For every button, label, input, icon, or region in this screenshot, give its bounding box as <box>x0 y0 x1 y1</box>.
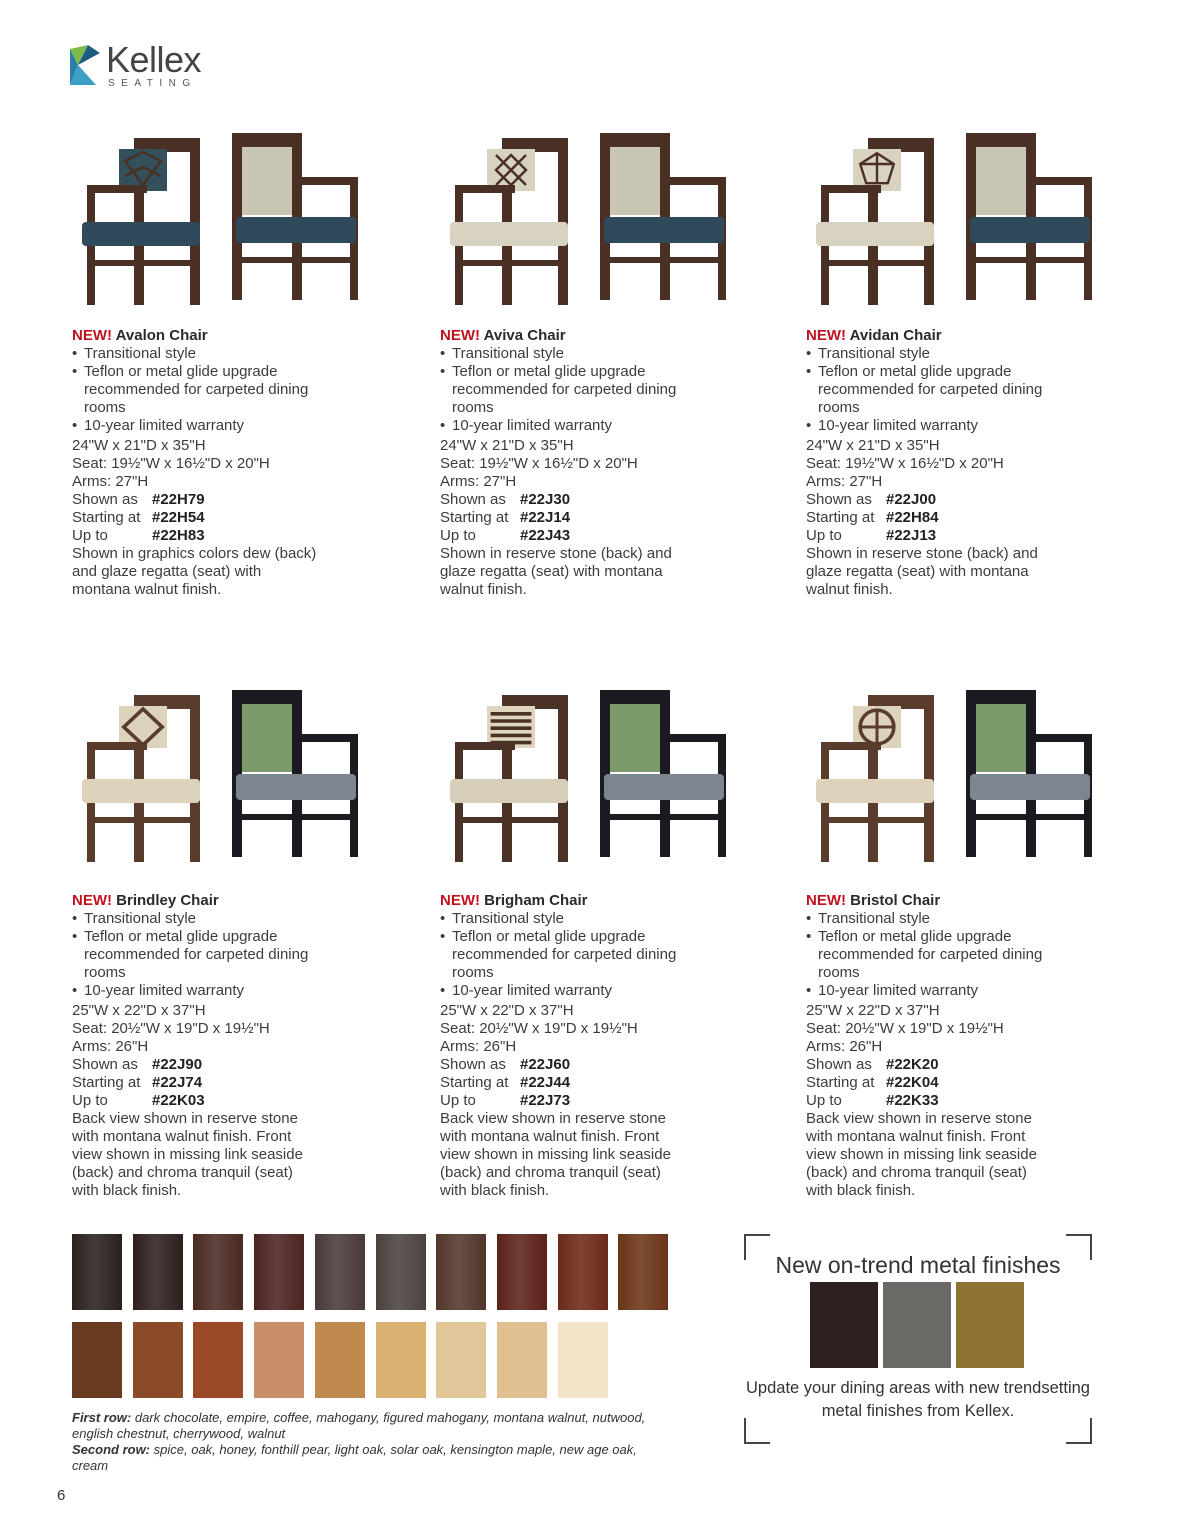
seat-dimensions: Seat: 19½"W x 16½"D x 20"H <box>806 455 1004 472</box>
spec-value: #22K33 <box>886 1092 939 1109</box>
spec-label: Starting at <box>440 509 509 526</box>
starting-at-row <box>440 1074 760 1092</box>
spec-label: Up to <box>806 527 842 544</box>
product-info <box>806 327 1126 599</box>
spec-label: Starting at <box>806 1074 875 1091</box>
arm-height: Arms: 26"H <box>440 1038 517 1055</box>
finish-note: Shown in reserve stone (back) and glaze regatta (seat) with montana walnut finish. <box>440 545 672 598</box>
product-name: Avalon Chair <box>115 327 208 344</box>
finish-swatch <box>315 1234 365 1310</box>
spec-label: Up to <box>806 1092 842 1109</box>
chair-photo <box>440 125 740 310</box>
product-info <box>806 892 1126 1200</box>
dimensions: 24"W x 21"D x 35"H <box>72 437 206 454</box>
brand-sub: SEATING <box>108 78 197 89</box>
shown-as-row <box>806 1056 1126 1074</box>
chair-image <box>72 682 372 867</box>
finish-swatch <box>133 1322 183 1398</box>
spec-value: #22K03 <box>152 1092 205 1109</box>
finish-note: Back view shown in reserve stone with montana walnut finish. Front view shown in missing link seaside (back) and chroma tranquil (seat) with black finish. <box>72 1110 303 1199</box>
finish-swatch <box>558 1322 608 1398</box>
new-label: NEW! <box>806 327 846 344</box>
spec-label: Shown as <box>440 491 506 508</box>
finish-swatch <box>436 1234 486 1310</box>
chair-image <box>72 125 372 310</box>
feature-list <box>440 910 760 1000</box>
finish-note: Back view shown in reserve stone with montana walnut finish. Front view shown in missing link seaside (back) and chroma tranquil (seat) with black finish. <box>806 1110 1037 1199</box>
feature-item: • Teflon or metal glide upgrade recommended for carpeted dining rooms <box>806 363 1043 417</box>
seat-dimensions: Seat: 20½"W x 19"D x 19½"H <box>806 1020 1004 1037</box>
spec-value: #22K04 <box>886 1074 939 1091</box>
new-label: NEW! <box>806 892 846 909</box>
starting-at-row <box>72 509 392 527</box>
product-name: Bristol Chair <box>850 892 941 909</box>
up-to-row <box>806 1092 1126 1110</box>
finish-swatch <box>254 1322 304 1398</box>
metal-title: New on-trend metal finishes <box>775 1252 1061 1278</box>
spec-label: Starting at <box>72 1074 141 1091</box>
spec-label: Shown as <box>72 1056 138 1073</box>
arm-height: Arms: 26"H <box>72 1038 149 1055</box>
up-to-row <box>72 527 392 545</box>
finish-swatch <box>376 1322 426 1398</box>
spec-label: Shown as <box>806 491 872 508</box>
seat-dimensions: Seat: 19½"W x 16½"D x 20"H <box>440 455 638 472</box>
arm-height: Arms: 27"H <box>72 473 149 490</box>
metal-swatch <box>956 1282 1024 1368</box>
up-to-row <box>440 527 760 545</box>
chair-photo <box>72 125 372 310</box>
finish-swatch <box>618 1234 668 1310</box>
chair-photo <box>806 682 1106 867</box>
spec-value: #22H79 <box>152 491 205 508</box>
feature-item: • Teflon or metal glide upgrade recommended for carpeted dining rooms <box>72 928 309 982</box>
spec-value: #22J74 <box>152 1074 203 1091</box>
feature-item: • Transitional style <box>806 345 1043 363</box>
chair-image <box>806 125 1106 310</box>
product-name: Brigham Chair <box>484 892 588 909</box>
feature-item: • 10-year limited warranty <box>72 417 309 435</box>
seat-dimensions: Seat: 20½"W x 19"D x 19½"H <box>440 1020 638 1037</box>
spec-value: #22H84 <box>886 509 939 526</box>
product-title <box>440 327 760 345</box>
finish-swatch <box>436 1322 486 1398</box>
product-name: Avidan Chair <box>849 327 942 344</box>
arm-height: Arms: 26"H <box>806 1038 883 1055</box>
starting-at-row <box>440 509 760 527</box>
product-name: Aviva Chair <box>483 327 566 344</box>
caption-row2-label: Second row: <box>72 1442 151 1457</box>
new-label: NEW! <box>440 892 480 909</box>
finish-note: Shown in reserve stone (back) and glaze regatta (seat) with montana walnut finish. <box>806 545 1038 598</box>
dimensions: 24"W x 21"D x 35"H <box>806 437 940 454</box>
spec-value: #22J43 <box>520 527 571 544</box>
feature-item: • Teflon or metal glide upgrade recommended for carpeted dining rooms <box>440 363 677 417</box>
product-info <box>72 327 392 599</box>
chair-photo <box>72 682 372 867</box>
seat-dimensions: Seat: 19½"W x 16½"D x 20"H <box>72 455 270 472</box>
metal-swatch <box>810 1282 878 1368</box>
spec-label: Starting at <box>806 509 875 526</box>
spec-label: Shown as <box>806 1056 872 1073</box>
finish-swatch <box>497 1322 547 1398</box>
spec-value: #22J13 <box>886 527 937 544</box>
feature-list <box>440 345 760 435</box>
metal-finishes-box <box>744 1234 1092 1444</box>
spec-label: Starting at <box>72 509 141 526</box>
chair-image <box>806 682 1106 867</box>
spec-value: #22H54 <box>152 509 205 526</box>
page-number: 6 <box>57 1487 66 1504</box>
finish-swatch <box>558 1234 608 1310</box>
finish-swatch <box>72 1322 122 1398</box>
chair-image <box>440 125 740 310</box>
feature-item: • Teflon or metal glide upgrade recommended for carpeted dining rooms <box>72 363 309 417</box>
feature-item: • Teflon or metal glide upgrade recommended for carpeted dining rooms <box>806 928 1043 982</box>
spec-value: #22K20 <box>886 1056 939 1073</box>
finish-swatch <box>72 1234 122 1310</box>
brand-name: Kellex <box>106 39 202 80</box>
feature-item: • 10-year limited warranty <box>806 417 1043 435</box>
feature-list <box>806 910 1126 1000</box>
starting-at-row <box>806 509 1126 527</box>
spec-value: #22J30 <box>520 491 571 508</box>
dimensions: 25"W x 22"D x 37"H <box>806 1002 940 1019</box>
spec-label: Up to <box>72 527 108 544</box>
feature-item: • Transitional style <box>440 910 677 928</box>
spec-value: #22J60 <box>520 1056 571 1073</box>
feature-list <box>72 910 392 1000</box>
dimensions: 25"W x 22"D x 37"H <box>72 1002 206 1019</box>
shown-as-row <box>440 1056 760 1074</box>
finish-swatch <box>376 1234 426 1310</box>
arm-height: Arms: 27"H <box>806 473 883 490</box>
spec-value: #22J44 <box>520 1074 571 1091</box>
finish-note: Shown in graphics colors dew (back) and glaze regatta (seat) with montana walnut finish. <box>72 545 317 598</box>
chair-image <box>440 682 740 867</box>
feature-item: • Teflon or metal glide upgrade recommended for carpeted dining rooms <box>440 928 677 982</box>
shown-as-row <box>72 1056 392 1074</box>
caption-row2-text: spice, oak, honey, fonthill pear, light oak, solar oak, kensington maple, new age oak, cream <box>72 1442 637 1473</box>
kellex-logo <box>70 39 230 93</box>
finish-swatch <box>254 1234 304 1310</box>
caption-row1-text: dark chocolate, empire, coffee, mahogany, figured mahogany, montana walnut, nutwood, english chestnut, cherrywood, walnut <box>72 1410 646 1441</box>
up-to-row <box>806 527 1126 545</box>
dimensions: 25"W x 22"D x 37"H <box>440 1002 574 1019</box>
metal-description: Update your dining areas with new trendsetting metal finishes from Kellex. <box>746 1379 1090 1420</box>
spec-value: #22H83 <box>152 527 205 544</box>
spec-label: Up to <box>440 527 476 544</box>
shown-as-row <box>440 491 760 509</box>
finish-swatch <box>133 1234 183 1310</box>
product-title <box>806 892 1126 910</box>
product-info <box>440 892 760 1200</box>
starting-at-row <box>806 1074 1126 1092</box>
product-title <box>806 327 1126 345</box>
kellex-logo-icon <box>70 45 102 85</box>
feature-item: • 10-year limited warranty <box>806 982 1043 1000</box>
shown-as-row <box>806 491 1126 509</box>
chair-photo <box>440 682 740 867</box>
feature-item: • Transitional style <box>806 910 1043 928</box>
product-title <box>72 327 392 345</box>
feature-item: • Transitional style <box>72 345 309 363</box>
product-info <box>440 327 760 599</box>
feature-item: • 10-year limited warranty <box>72 982 309 1000</box>
spec-value: #22J14 <box>520 509 571 526</box>
finish-swatch <box>193 1234 243 1310</box>
product-info <box>72 892 392 1200</box>
spec-value: #22J73 <box>520 1092 571 1109</box>
feature-item: • Transitional style <box>440 345 677 363</box>
spec-value: #22J90 <box>152 1056 203 1073</box>
feature-item: • Transitional style <box>72 910 309 928</box>
feature-item: • 10-year limited warranty <box>440 417 677 435</box>
new-label: NEW! <box>72 327 112 344</box>
new-label: NEW! <box>440 327 480 344</box>
arm-height: Arms: 27"H <box>440 473 517 490</box>
caption-row1-label: First row: <box>72 1410 132 1425</box>
up-to-row <box>72 1092 392 1110</box>
product-title <box>440 892 760 910</box>
finish-swatch <box>315 1322 365 1398</box>
product-title <box>72 892 392 910</box>
dimensions: 24"W x 21"D x 35"H <box>440 437 574 454</box>
spec-value: #22J00 <box>886 491 937 508</box>
feature-list <box>806 345 1126 435</box>
finish-note: Back view shown in reserve stone with montana walnut finish. Front view shown in missing link seaside (back) and chroma tranquil (seat) with black finish. <box>440 1110 671 1199</box>
spec-label: Up to <box>72 1092 108 1109</box>
metal-swatch <box>883 1282 951 1368</box>
finish-swatch <box>193 1322 243 1398</box>
new-label: NEW! <box>72 892 112 909</box>
finish-caption <box>72 1410 672 1474</box>
spec-label: Starting at <box>440 1074 509 1091</box>
product-name: Brindley Chair <box>116 892 219 909</box>
seat-dimensions: Seat: 20½"W x 19"D x 19½"H <box>72 1020 270 1037</box>
starting-at-row <box>72 1074 392 1092</box>
spec-label: Shown as <box>72 491 138 508</box>
up-to-row <box>440 1092 760 1110</box>
feature-list <box>72 345 392 435</box>
finish-swatch <box>497 1234 547 1310</box>
chair-photo <box>806 125 1106 310</box>
spec-label: Shown as <box>440 1056 506 1073</box>
shown-as-row <box>72 491 392 509</box>
feature-item: • 10-year limited warranty <box>440 982 677 1000</box>
spec-label: Up to <box>440 1092 476 1109</box>
